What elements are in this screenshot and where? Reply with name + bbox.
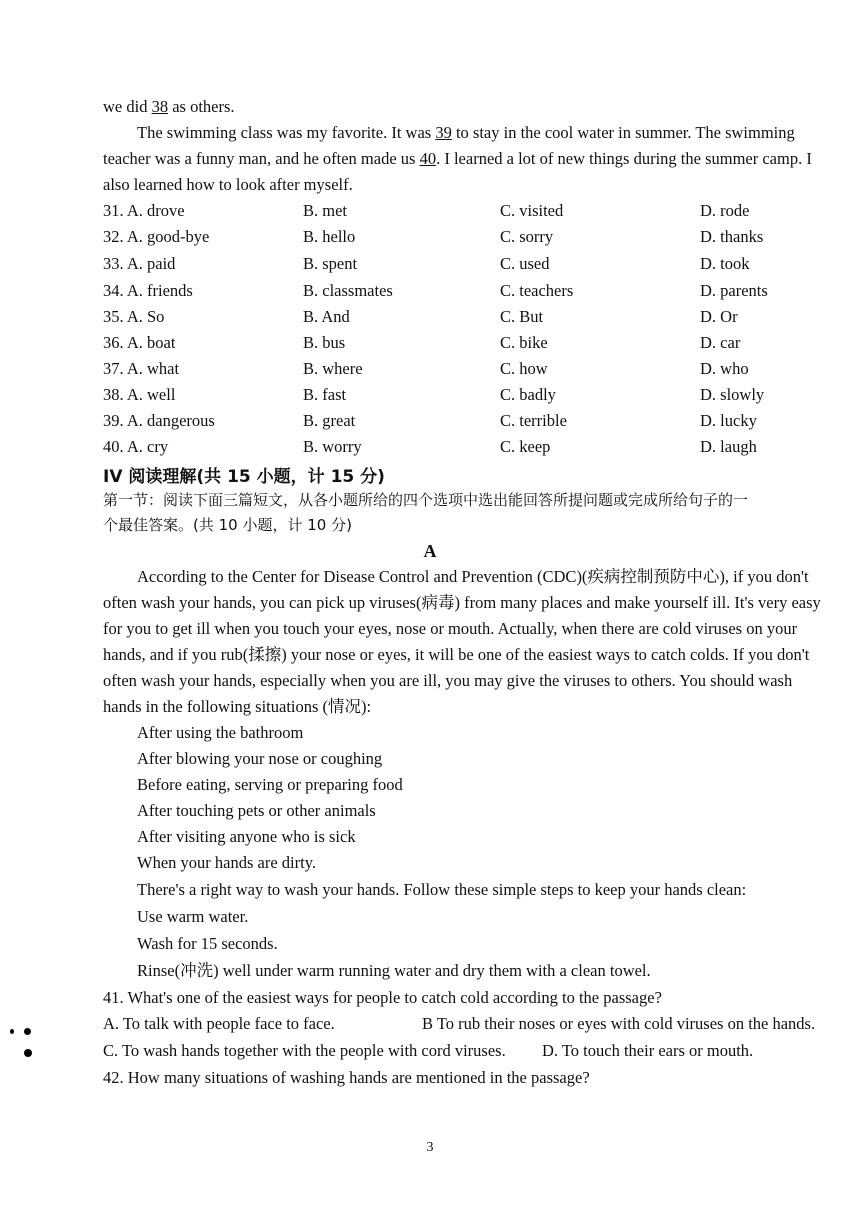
blank-38: 38 — [151, 97, 169, 116]
option-row-31: 31. A. drove B. met C. visited D. rode — [103, 201, 750, 220]
situation-item: After using the bathroom — [137, 723, 304, 742]
option-row-32: 32. A. good-bye B. hello C. sorry D. thanks — [103, 227, 764, 246]
option-row-33: 33. A. paid B. spent C. used D. took — [103, 254, 750, 273]
option-row-35: 35. A. So B. And C. But D. Or — [103, 307, 738, 326]
q41-option-d: D. To touch their ears or mouth. — [542, 1041, 754, 1060]
q41-option-b: B To rub their noses or eyes with cold viruses on the hands. — [422, 1014, 816, 1033]
step-item: Use warm water. — [137, 907, 249, 926]
situation-item: Before eating, serving or preparing food — [137, 775, 403, 794]
steps-intro: There's a right way to wash your hands. Follow these simple steps to keep your hands clean: — [137, 880, 747, 899]
situation-item: After visiting anyone who is sick — [137, 827, 356, 846]
cloze-line-1: we did 38 as others. — [103, 97, 235, 116]
q41-option-c: C. To wash hands together with the people with cord viruses. — [103, 1041, 506, 1060]
instruction-line-1: 第一节：阅读下面三篇短文，从各小题所给的四个选项中选出能回答所提问题或完成所给句子的一 — [103, 491, 749, 509]
passage-line-4: hands, and if you rub(揉擦) your nose or eyes, it will be one of the easiest ways to catch colds. If you don't — [103, 645, 810, 664]
situation-item: After touching pets or other animals — [137, 801, 376, 820]
scan-mark — [10, 1029, 14, 1034]
option-row-40: 40. A. cry B. worry C. keep D. laugh — [103, 437, 757, 456]
instruction-line-2: 个最佳答案。(共 10 小题，计 10 分) — [103, 516, 352, 534]
passage-line-1: According to the Center for Disease Control and Prevention (CDC)(疾病控制预防中心), if you don't — [137, 567, 809, 586]
blank-39: 39 — [435, 123, 452, 142]
q41-option-a: A. To talk with people face to face. — [103, 1014, 335, 1033]
situation-item: After blowing your nose or coughing — [137, 749, 383, 768]
question-42: 42. How many situations of washing hands are mentioned in the passage? — [103, 1068, 590, 1087]
passage-line-3: for you to get ill when you touch your eyes, nose or mouth. Actually, when there are cold viruses on your — [103, 619, 798, 638]
passage-line-5: often wash your hands, especially when you are ill, you may give the viruses to others. You should wash — [103, 671, 793, 690]
scan-mark — [24, 1028, 31, 1035]
option-row-38: 38. A. well B. fast C. badly D. slowly — [103, 385, 765, 404]
step-item: Wash for 15 seconds. — [137, 934, 278, 953]
passage-letter: A — [423, 541, 437, 561]
cloze-line-4: also learned how to look after myself. — [103, 175, 353, 194]
cloze-line-2: The swimming class was my favorite. It was 39 to stay in the cool water in summer. The swimming — [137, 123, 795, 142]
situation-item: When your hands are dirty. — [137, 853, 316, 872]
question-41: 41. What's one of the easiest ways for people to catch cold according to the passage? — [103, 988, 662, 1007]
passage-line-2: often wash your hands, you can pick up viruses(病毒) from many places and make yourself ill. It's very easy — [103, 593, 821, 612]
option-row-37: 37. A. what B. where C. how D. who — [103, 359, 749, 378]
page-number: 3 — [426, 1140, 434, 1155]
blank-40: 40 — [419, 149, 437, 168]
passage-line-6: hands in the following situations (情况): — [103, 697, 372, 716]
section-heading: IV 阅读理解(共 15 小题，计 15 分) — [103, 467, 385, 487]
option-row-36: 36. A. boat B. bus C. bike D. car — [103, 333, 741, 352]
scan-mark — [24, 1049, 32, 1057]
option-row-39: 39. A. dangerous B. great C. terrible D. lucky — [103, 411, 757, 430]
option-row-34: 34. A. friends B. classmates C. teachers D. parents — [103, 281, 768, 300]
step-item: Rinse(冲洗) well under warm running water and dry them with a clean towel. — [137, 961, 651, 980]
cloze-line-3: teacher was a funny man, and he often made us 40. I learned a lot of new things during the summer camp. I — [103, 149, 812, 168]
